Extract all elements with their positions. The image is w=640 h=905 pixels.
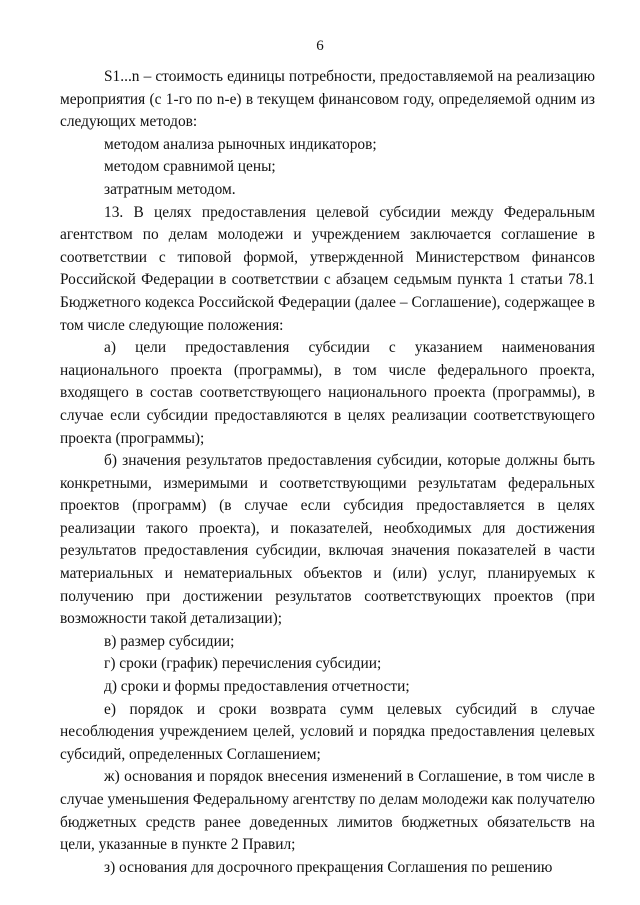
list-item-zh: ж) основания и порядок внесения изменений в Соглашение, в том числе в случае уменьшения Федеральному агентству по делам молодежи как получателю бюджетных средств ранее доведенных лимитов бюджетных обязательств на цели, указанные в пункте 2 Правил; [60,768,595,854]
list-item-d: д) сроки и формы предоставления отчетности; [104,678,410,696]
paragraph-item-13: 13. В целях предоставления целевой субсидии между Федеральным агентством по делам молодежи и учреждением заключается соглашение в соответствии с типовой формой, утвержденной Министерством финансов Российской Федерации в соответствии с абзацем седьмым пункта 1 статьи 78.1 Бюджетного кодекса Российской Федерации (далее – Соглашение), содержащее в том числе следующие положения: [60,203,595,334]
list-item-method-market: методом анализа рыночных индикаторов; [104,135,377,153]
list-item-g: г) сроки (график) перечисления субсидии; [104,655,382,673]
list-item-v: в) размер субсидии; [104,632,235,650]
list-item-method-comparable: методом сравнимой цены; [104,158,276,176]
list-item-a: а) цели предоставления субсидии с указанием наименования национального проекта (программы), в том числе федерального проекта, входящего в состав соответствующего национального проекта (программы), в случае если субсидии предоставляются в целях реализации соответствующего проекта (программы); [60,339,595,447]
list-item-b: б) значения результатов предоставления субсидии, которые должны быть конкретными, измеримыми и соответствующими результатам федеральных проектов (программ) (в случае если субсидия предоставляется в целях реализации такого проекта), и показателей, необходимых для достижения результатов предоставления субсидии, включая значения показателей в части материальных и нематериальных объектов и (или) услуг, планируемых к получению при достижении результатов соответствующих проектов (при возможности такой детализации); [60,452,595,628]
paragraph-cost-definition: S1...n – стоимость единицы потребности, предоставляемой на реализацию мероприятия (с 1-го по n-е) в текущем финансовом году, определяемой одним из следующих методов: [60,68,595,131]
document-body [60,66,595,879]
list-item-e: е) порядок и сроки возврата сумм целевых субсидий в случае несоблюдения учреждением целей, условий и порядка предоставления целевых субсидий, определенных Соглашением; [60,700,595,763]
page-number: 6 [316,38,324,54]
list-item-z: з) основания для досрочного прекращения Соглашения по решению [104,858,553,876]
list-item-method-cost: затратным методом. [104,180,236,198]
